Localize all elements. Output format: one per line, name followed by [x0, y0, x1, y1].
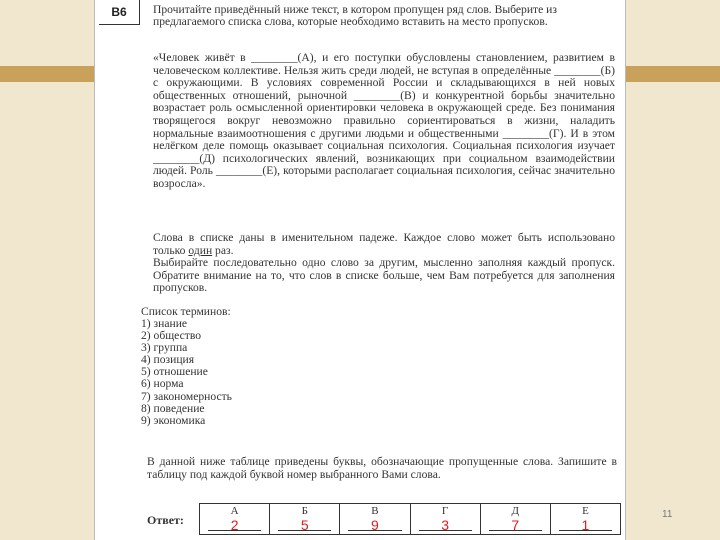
answer-cell-v — [340, 504, 410, 534]
task-number: В6 — [99, 0, 140, 25]
answer-number: 3 — [441, 517, 449, 533]
answer-letter: Б — [301, 505, 308, 517]
answer-number: 9 — [371, 517, 379, 533]
rules-line2: Выбирайте последовательно одно слово за другим, мысленно заполняя каждый пропуск. Обратите внимание на то, что слов в списке больше, чем Вам потребуется для заполнения пропусков. — [153, 256, 615, 295]
answer-letter: Е — [582, 505, 589, 517]
answer-table — [199, 503, 621, 535]
answer-label: Ответ: — [147, 513, 184, 527]
term-item: 6) норма — [141, 377, 184, 391]
answer-letter: А — [230, 505, 239, 517]
rules-line1-end: раз. — [212, 243, 234, 257]
answer-number: 1 — [581, 517, 590, 533]
document-page — [94, 0, 626, 540]
rules-underlined-word: один — [188, 243, 213, 257]
terms-title: Список терминов: — [141, 305, 231, 318]
answer-letter: В — [371, 505, 379, 517]
answer-line — [348, 530, 401, 531]
answer-cell-b — [270, 504, 340, 534]
slide-page-number: 11 — [662, 509, 673, 520]
term-item: 1) знание — [141, 317, 188, 330]
terms-list — [141, 318, 232, 427]
final-instruction: В данной ниже таблице приведены буквы, обозначающие пропущенные слова. Запишите в таблицу под каждой буквой номер выбранного Вами слова. — [147, 455, 617, 481]
answer-letter: Д — [511, 505, 520, 517]
answer-number: 7 — [511, 517, 520, 533]
answer-line — [208, 530, 261, 531]
answer-line — [559, 530, 612, 531]
answer-letter: Г — [441, 505, 449, 517]
answer-line — [278, 530, 331, 531]
answer-cell-g — [411, 504, 481, 534]
answer-line — [489, 530, 542, 531]
task-instruction: Прочитайте приведённый ниже текст, в котором пропущен ряд слов. Выберите из предлагаемого списка слова, которые необходимо вставить на место пропусков. — [153, 3, 557, 29]
term-item: 2) общество — [141, 329, 202, 343]
rules-line1-start: Слова в списке даны в именительном падеже. Каждое слово может быть использовано только — [153, 231, 615, 257]
answer-line — [419, 530, 472, 531]
term-item: 8) поведение — [141, 401, 205, 415]
answer-number: 2 — [230, 517, 239, 533]
term-item: 4) позиция — [141, 353, 195, 367]
term-item: 5) отношение — [141, 365, 208, 379]
term-item: 9) экономика — [141, 413, 206, 427]
answer-cell-e — [551, 504, 620, 534]
answer-cell-a — [200, 504, 270, 534]
term-item: 3) группа — [141, 341, 188, 355]
passage-text: «Человек живёт в ________(А), и его поступки обусловлены становлением, развитием в человеческом коллективе. Нельзя жить среди людей, не вступая в определённые ________(Б) с окружающими. В условиях современной России и складывающихся в ней новых общественных отношений, рыночной ________(В) и конкурентной борьбы значительно возрастает роль осмысленной ориентировки человека в окружающей среде. Без понимания творящегося вокруг невозможно правильно сориентироваться в жизни, наладить нормальные взаимоотношения с другими людьми и общественными ________(Г). И в этом нелёгком деле помощь оказывает социальная психология. Социальная психология изучает ________(Д) психологических явлений, возникающих при социальном взаимодействии людей. Роль ________(Е), которыми располагает социальная психология, сейчас значительно возросла». — [153, 51, 615, 190]
term-item: 7) закономерность — [141, 389, 232, 403]
answer-number: 5 — [300, 517, 309, 533]
rules-text — [153, 232, 615, 295]
answer-cell-d — [481, 504, 551, 534]
